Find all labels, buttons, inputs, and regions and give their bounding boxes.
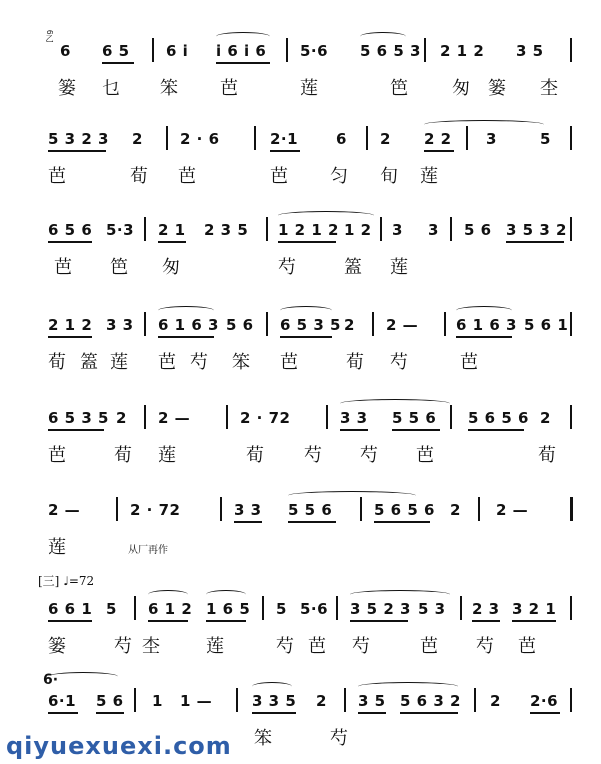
underline xyxy=(252,712,296,714)
note-group: 5 6 xyxy=(226,316,254,334)
tab-glyph: 匆 xyxy=(452,78,470,99)
underline xyxy=(148,620,188,622)
tablature-row xyxy=(40,66,576,106)
underline xyxy=(350,620,408,622)
note-group: 5 6 xyxy=(96,692,124,710)
tab-glyph: 笨 xyxy=(160,78,178,99)
tablature-row xyxy=(40,245,576,285)
note-group: 6 5 6 xyxy=(48,221,93,239)
note-group: 6 5 3 5 xyxy=(48,409,109,427)
barline xyxy=(570,312,572,336)
barline xyxy=(478,497,480,521)
barline xyxy=(336,596,338,620)
slur xyxy=(252,682,292,691)
tab-glyph: 旬 xyxy=(380,166,398,187)
tab-glyph: 笆 xyxy=(390,78,408,99)
tab-glyph: 芭 xyxy=(178,166,196,187)
tab-glyph: 莲 xyxy=(158,445,176,466)
note-group: 2 xyxy=(540,409,551,427)
underline xyxy=(468,429,524,431)
note-group: 5·6 xyxy=(300,600,329,618)
barline xyxy=(570,688,572,712)
tab-glyph: 荀 xyxy=(130,166,148,187)
tab-glyph: 芭 xyxy=(54,257,72,278)
slur xyxy=(456,306,512,315)
barline xyxy=(116,497,118,521)
notation-row xyxy=(40,596,576,620)
underline xyxy=(216,62,270,64)
slur xyxy=(206,590,246,599)
underline xyxy=(340,429,368,431)
note-group: 2 — xyxy=(158,409,191,427)
tablature-row xyxy=(40,154,576,194)
barline xyxy=(344,688,346,712)
note-group: 6 1 6 3 xyxy=(456,316,517,334)
barline xyxy=(236,688,238,712)
slur xyxy=(216,32,270,41)
tab-glyph: 芭 xyxy=(308,636,326,657)
barline xyxy=(134,688,136,712)
barline xyxy=(144,312,146,336)
site-watermark: qiyuexuexi.com xyxy=(6,732,232,760)
note-group: 6 5 xyxy=(102,42,130,60)
section-tempo xyxy=(38,572,94,589)
note-group: 3 5 xyxy=(516,42,544,60)
note-group: 6 1 6 3 xyxy=(158,316,219,334)
underline xyxy=(158,241,186,243)
underline xyxy=(374,521,430,523)
slur xyxy=(48,672,118,681)
note-group: 2·6 xyxy=(530,692,559,710)
note-group: 2 xyxy=(344,316,355,334)
tempo-marking: ♩=72 xyxy=(63,574,95,588)
tab-glyph: 芍 xyxy=(276,636,294,657)
tablature-row xyxy=(40,525,576,565)
underline xyxy=(472,620,500,622)
barline xyxy=(450,217,452,241)
note-group: 2 2 xyxy=(424,130,452,148)
barline xyxy=(226,405,228,429)
tab-glyph: 芍 xyxy=(390,352,408,373)
note-group: 3 3 xyxy=(106,316,134,334)
underline xyxy=(280,336,332,338)
note-group: 6 xyxy=(336,130,347,148)
tab-glyph: 芭 xyxy=(220,78,238,99)
key-prefix: 6乙 xyxy=(45,30,54,43)
underline xyxy=(158,336,214,338)
note-group: 1 2 xyxy=(344,221,372,239)
tab-glyph: 莲 xyxy=(206,636,224,657)
note-group: 2 xyxy=(380,130,391,148)
note-group: 6 xyxy=(60,42,71,60)
slur xyxy=(358,682,458,691)
tab-glyph: 芭 xyxy=(270,166,288,187)
tab-glyph: 篓 xyxy=(48,636,66,657)
underline xyxy=(206,620,246,622)
note-group: 3 xyxy=(486,130,497,148)
slur xyxy=(278,211,374,220)
barline xyxy=(266,312,268,336)
underline xyxy=(234,521,262,523)
underline xyxy=(270,150,300,152)
note-group: 5 xyxy=(106,600,117,618)
note-group: 5 xyxy=(540,130,551,148)
note-group: 3 3 xyxy=(234,501,262,519)
slur xyxy=(424,120,544,129)
underline xyxy=(424,150,454,152)
tablature-row xyxy=(40,340,576,380)
note-group: 5 6 5 6 xyxy=(468,409,529,427)
tab-glyph: 荀 xyxy=(346,352,364,373)
tab-glyph: 笆 xyxy=(110,257,128,278)
note-group: 3 5 xyxy=(358,692,386,710)
slur xyxy=(340,399,450,408)
underline xyxy=(48,150,106,152)
note-group: 3 xyxy=(392,221,403,239)
barline xyxy=(152,38,154,62)
note-group: 1 2 1 2 xyxy=(278,221,339,239)
tab-glyph: 芭 xyxy=(158,352,176,373)
note-group: 2·1 xyxy=(270,130,299,148)
slur xyxy=(288,491,416,500)
tablature-row xyxy=(40,433,576,473)
notation-row xyxy=(40,688,576,712)
note-group: 3 5 2 3 xyxy=(350,600,411,618)
tab-glyph: 芭 xyxy=(48,166,66,187)
note-group: 2 3 5 xyxy=(204,221,249,239)
tab-glyph: 乜 xyxy=(102,78,120,99)
note-group: 5 6 xyxy=(464,221,492,239)
tab-glyph: 笨 xyxy=(232,352,250,373)
tab-glyph: 笨 xyxy=(254,728,272,749)
barline xyxy=(570,217,572,241)
tab-glyph: 芍 xyxy=(304,445,322,466)
barline xyxy=(380,217,382,241)
slur xyxy=(280,306,332,315)
underline xyxy=(512,620,556,622)
barline xyxy=(134,596,136,620)
underline xyxy=(102,62,134,64)
underline xyxy=(48,241,92,243)
tab-glyph: 篓 xyxy=(58,78,76,99)
notation-row xyxy=(40,312,576,336)
note-group: 2 xyxy=(132,130,143,148)
tab-glyph: 芍 xyxy=(352,636,370,657)
barline xyxy=(326,405,328,429)
tab-glyph: 杢 xyxy=(540,78,558,99)
octave-note: 6· xyxy=(43,672,59,688)
barline xyxy=(166,126,168,150)
barline xyxy=(450,405,452,429)
underline xyxy=(506,241,564,243)
tab-glyph: 篕 xyxy=(80,352,98,373)
tab-glyph: 莲 xyxy=(300,78,318,99)
section-label: [三] xyxy=(38,574,60,588)
slur xyxy=(148,590,188,599)
tab-glyph: 芭 xyxy=(420,636,438,657)
note-group: 2 1 2 xyxy=(48,316,93,334)
note-group: 2 · 6 xyxy=(180,130,220,148)
performance-annotation: 从厂再作 xyxy=(128,545,168,556)
note-group: 2 1 2 xyxy=(440,42,485,60)
note-group: 5 6 3 2 xyxy=(400,692,461,710)
tab-glyph: 芍 xyxy=(360,445,378,466)
slur xyxy=(158,306,214,315)
barline xyxy=(570,126,572,150)
tab-glyph: 芭 xyxy=(518,636,536,657)
underline xyxy=(288,521,336,523)
note-group: 5 6 5 6 xyxy=(374,501,435,519)
note-group: 5·6 xyxy=(300,42,329,60)
tab-glyph: 莲 xyxy=(48,537,66,558)
tab-glyph: 芍 xyxy=(476,636,494,657)
notation-row xyxy=(40,497,576,521)
tab-glyph: 匀 xyxy=(330,166,348,187)
note-group: 2 · 72 xyxy=(240,409,291,427)
barline xyxy=(570,38,572,62)
note-group: 2 xyxy=(116,409,127,427)
note-group: 2 — xyxy=(496,501,529,519)
tab-glyph: 荀 xyxy=(246,445,264,466)
barline xyxy=(366,126,368,150)
note-group: 5 6 1 xyxy=(524,316,569,334)
tab-glyph: 荀 xyxy=(538,445,556,466)
note-group: 5 5 6 xyxy=(288,501,333,519)
underline xyxy=(392,429,440,431)
notation-row xyxy=(40,217,576,241)
notation-row xyxy=(40,38,576,62)
underline xyxy=(400,712,458,714)
barline xyxy=(220,497,222,521)
tablature-row xyxy=(40,624,576,664)
barline xyxy=(444,312,446,336)
note-group: i 6 i 6 xyxy=(216,42,267,60)
tab-glyph: 芭 xyxy=(460,352,478,373)
barline xyxy=(144,405,146,429)
barline xyxy=(262,596,264,620)
barline xyxy=(570,497,573,521)
underline xyxy=(530,712,560,714)
slur xyxy=(350,590,450,599)
tab-glyph: 芭 xyxy=(280,352,298,373)
note-group: 5 3 xyxy=(418,600,446,618)
note-group: 6·1 xyxy=(48,692,77,710)
note-group: 2 xyxy=(490,692,501,710)
note-group: 6 5 3 5 xyxy=(280,316,341,334)
note-group: 5 5 6 xyxy=(392,409,437,427)
underline xyxy=(456,336,512,338)
note-group: 2 1 xyxy=(158,221,186,239)
barline xyxy=(570,405,572,429)
notation-row xyxy=(40,126,576,150)
note-group: 6 1 2 xyxy=(148,600,193,618)
underline xyxy=(48,712,78,714)
tab-glyph: 荀 xyxy=(114,445,132,466)
note-group: 6 i xyxy=(166,42,189,60)
note-group: 6 6 1 xyxy=(48,600,93,618)
tab-glyph: 杢 xyxy=(142,636,160,657)
note-group: 1 6 5 xyxy=(206,600,251,618)
tab-glyph: 芍 xyxy=(330,728,348,749)
note-group: 5·3 xyxy=(106,221,135,239)
note-group: 5 6 5 3 xyxy=(360,42,421,60)
notation-row xyxy=(40,405,576,429)
barline xyxy=(286,38,288,62)
barline xyxy=(474,688,476,712)
note-group: 5 3 2 3 xyxy=(48,130,109,148)
barline xyxy=(254,126,256,150)
note-group: 2 xyxy=(316,692,327,710)
barline xyxy=(266,217,268,241)
barline xyxy=(460,596,462,620)
tab-glyph: 荀 xyxy=(48,352,66,373)
tab-glyph: 匆 xyxy=(162,257,180,278)
tab-glyph: 芍 xyxy=(114,636,132,657)
note-group: 1 xyxy=(152,692,163,710)
tab-glyph: 篓 xyxy=(488,78,506,99)
tab-glyph: 芭 xyxy=(416,445,434,466)
note-group: 3 3 5 xyxy=(252,692,297,710)
underline xyxy=(48,336,92,338)
underline xyxy=(96,712,124,714)
note-group: 3 3 xyxy=(340,409,368,427)
underline xyxy=(278,241,336,243)
tab-glyph: 芍 xyxy=(278,257,296,278)
note-group: 2 · 72 xyxy=(130,501,181,519)
note-group: 2 — xyxy=(48,501,81,519)
barline xyxy=(372,312,374,336)
barline xyxy=(360,497,362,521)
note-group: 3 5 3 2 xyxy=(506,221,567,239)
underline xyxy=(358,712,386,714)
note-group: 3 xyxy=(428,221,439,239)
tab-glyph: 篕 xyxy=(344,257,362,278)
note-group: 3 2 1 xyxy=(512,600,557,618)
note-group: 1 — xyxy=(180,692,213,710)
barline xyxy=(466,126,468,150)
tab-glyph: 芭 xyxy=(48,445,66,466)
barline xyxy=(144,217,146,241)
barline xyxy=(570,596,572,620)
note-group: 2 — xyxy=(386,316,419,334)
note-group: 2 xyxy=(450,501,461,519)
barline xyxy=(424,38,426,62)
note-group: 5 xyxy=(276,600,287,618)
tab-glyph: 芍 xyxy=(190,352,208,373)
underline xyxy=(48,620,92,622)
tab-glyph: 莲 xyxy=(390,257,408,278)
slur xyxy=(360,32,406,41)
tab-glyph: 莲 xyxy=(420,166,438,187)
underline xyxy=(48,429,104,431)
note-group: 2 3 xyxy=(472,600,500,618)
tab-glyph: 莲 xyxy=(110,352,128,373)
